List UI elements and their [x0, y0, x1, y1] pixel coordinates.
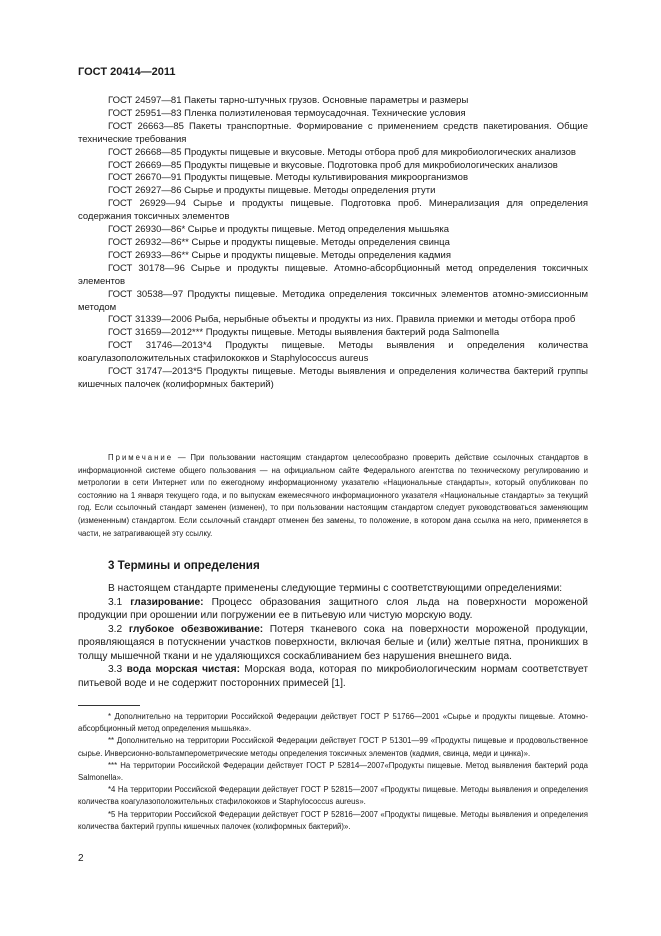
terms-intro: В настоящем стандарте применены следующие термины с соответствующими определениями:	[108, 583, 563, 594]
note-text: — При пользовании настоящим стандартом целесообразно проверить действие ссылочных стандартов в информационной системе общего пользования — на официальном сайте Федерального агентства по техническому регулированию и метрологии в сети Интернет или по ежегодному информационному указателю «Национальные стандарты», который опубликован по состоянию на 1 января текущего года, и по выпускам ежемесячного информационного указателя «Национальные стандарты» за текущий год. Если ссылочный стандарт заменен (изменен), то при пользовании настоящим стандартом следует руководствоваться заменяющим (измененным) стандартом. Если ссылочный стандарт отменен без замены, то положение, в котором дана ссылка на него, применяется в части, не затрагивающей эту ссылку.	[78, 453, 588, 538]
reference-item: ГОСТ 26933—86** Сырье и продукты пищевые. Методы определения кадмия	[108, 249, 452, 261]
reference-item: ГОСТ 26670—91 Продукты пищевые. Методы культивирования микроорганизмов	[108, 172, 469, 184]
reference-item: ГОСТ 25951—83 Пленка полиэтиленовая термоусадочная. Технические условия	[108, 107, 466, 119]
reference-item: ГОСТ 24597—81 Пакеты тарно-штучных грузов. Основные параметры и размеры	[108, 95, 469, 106]
note-block	[78, 452, 588, 540]
reference-item: ГОСТ 26929—94 Сырье и продукты пищевые. Подготовка проб. Минерализация для определения содержания токсичных элементов	[78, 198, 588, 223]
reference-item: ГОСТ 30178—96 Сырье и продукты пищевые. Атомно-абсорбционный метод определения токсичных элементов	[78, 262, 588, 287]
term-number: 3.1	[108, 596, 123, 608]
term-text: Процесс образования защитного слоя льда на поверхности мороженой продукции при орошении или погружении ее в питьевую или чистую морскую воду.	[78, 596, 588, 621]
page-number: 2	[78, 853, 84, 864]
reference-item: ГОСТ 26663—85 Пакеты транспортные. Формирование с применением средств пакетирования. Общие технические требования	[78, 120, 588, 145]
term-name: глубокое обезвоживание:	[128, 623, 264, 635]
reference-item: ГОСТ 31659—2012*** Продукты пищевые. Методы выявления бактерий рода Salmonella	[108, 327, 500, 339]
footnote: *4 На территории Российской Федерации действует ГОСТ Р 52815—2007 «Продукты пищевые. Методы выявления и определения количества коагулазоположительных стафилококков и Staphylococcus aureus».	[78, 785, 588, 807]
footnotes-block	[78, 711, 588, 833]
section-heading: 3 Термины и определения	[108, 559, 260, 572]
footnote: *** На территории Российской Федерации действует ГОСТ Р 52814—2007«Продукты пищевые. Метод выявления бактерий рода Salmonella».	[78, 760, 588, 783]
reference-item: ГОСТ 31746—2013*4 Продукты пищевые. Методы выявления и определения количества коагулазоположительных стафилококков и Staphylococcus aureus	[78, 340, 588, 365]
footnote-separator	[78, 705, 140, 706]
reference-item: ГОСТ 30538—97 Продукты пищевые. Методика определения токсичных элементов атомно-эмиссионным методом	[78, 288, 588, 313]
reference-item: ГОСТ 31747—2013*5 Продукты пищевые. Методы выявления и определения количества бактерий группы кишечных палочек (колиформных бактерий)	[78, 366, 588, 390]
term-name: вода морская чистая:	[126, 664, 240, 675]
terms-block	[78, 582, 588, 690]
term-name: глазирование:	[130, 596, 204, 608]
term-definition	[78, 596, 588, 623]
footnote: ** Дополнительно на территории Российской Федерации действует ГОСТ Р 51301—99 «Продукты пищевые и продовольственное сырье. Инверсионно-вольтамперометрические методы определения токсичных элементов (кадмия, свинца, меди и цинка)».	[78, 736, 588, 758]
term-number: 3.2	[108, 623, 123, 635]
term-text: Потеря тканевого сока на поверхности мороженой продукции, проявляющаяся в потускнении участков поверхности, включая белые и (или) желтые пятна, проникших в толщу мышечной ткани и не удаляющихся соскабливанием без нарушения внешнего вида.	[78, 623, 588, 662]
footnote: * Дополнительно на территории Российской Федерации действует ГОСТ Р 51766—2001 «Сырье и продукты пищевые. Атомно-абсорбционный метод определения мышьяка».	[78, 712, 588, 734]
term-text: Морская вода, которая по микробиологическим нормам соответствует питьевой воде и не содержит посторонних примесей [1].	[78, 664, 588, 689]
reference-item: ГОСТ 26930—86* Сырье и продукты пищевые. Метод определения мышьяка	[108, 224, 450, 236]
reference-item: ГОСТ 26932—86** Сырье и продукты пищевые. Методы определения свинца	[108, 236, 450, 248]
normative-references-list	[78, 95, 588, 392]
reference-item: ГОСТ 26668—85 Продукты пищевые и вкусовые. Методы отбора проб для микробиологических анализов	[108, 146, 576, 158]
term-definition	[78, 663, 588, 690]
document-header: ГОСТ 20414—2011	[78, 66, 176, 78]
reference-item: ГОСТ 26927—86 Сырье и продукты пищевые. Методы определения ртути	[108, 185, 436, 197]
note-paragraph	[78, 452, 588, 540]
footnote: *5 На территории Российской Федерации действует ГОСТ Р 52816—2007 «Продукты пищевые. Методы выявления и определения количества бактерий группы кишечных палочек (колиформных бактерий)».	[78, 809, 588, 831]
term-number: 3.3	[108, 664, 123, 675]
term-definition	[78, 623, 588, 664]
reference-item: ГОСТ 26669—85 Продукты пищевые и вкусовые. Подготовка проб для микробиологических анализов	[108, 159, 558, 171]
reference-item: ГОСТ 31339—2006 Рыба, нерыбные объекты и продукты из них. Правила приемки и методы отбора проб	[108, 314, 576, 326]
note-label: Примечание	[108, 453, 174, 462]
